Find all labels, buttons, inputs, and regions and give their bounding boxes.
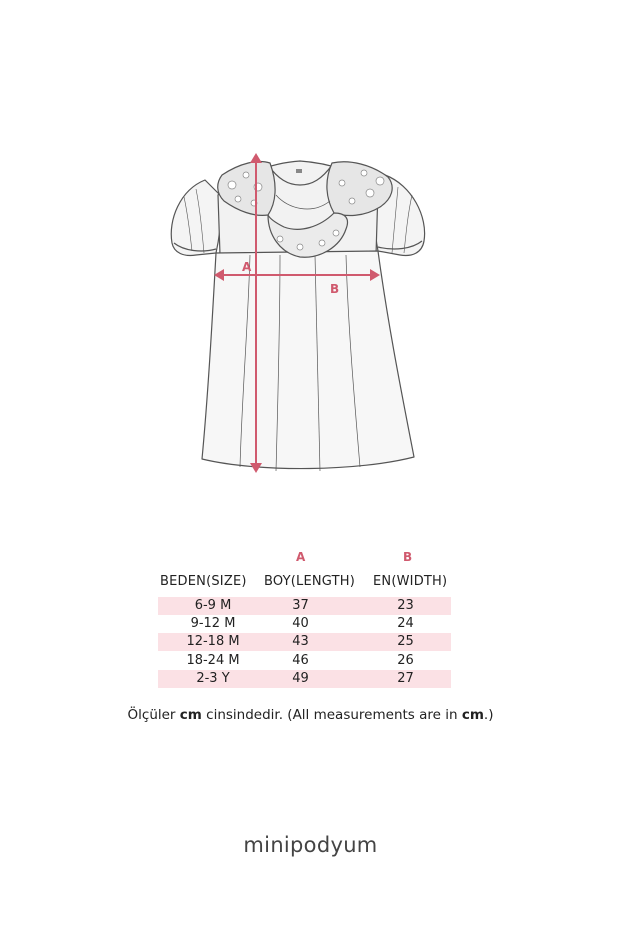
table-row xyxy=(158,597,451,615)
note-part2: cinsindedir. (All measurements are in xyxy=(201,707,462,723)
diagram-label-a: A xyxy=(242,260,252,274)
note-part1: Ölçüler xyxy=(127,707,180,723)
note-part3: .) xyxy=(483,707,494,723)
diagram-label-b: B xyxy=(330,282,340,296)
cell-width: 24 xyxy=(397,616,414,631)
cell-size: 6-9 M xyxy=(194,598,232,613)
cell-length: 46 xyxy=(292,653,309,668)
header-width: EN(WIDTH) xyxy=(373,574,448,589)
brand-logo: minipodyum xyxy=(243,833,378,857)
table-row xyxy=(158,615,451,633)
col-letter-b: B xyxy=(403,550,413,564)
cell-length: 43 xyxy=(292,634,309,649)
table-row xyxy=(158,652,451,670)
header-length: BOY(LENGTH) xyxy=(264,574,356,589)
cell-width: 23 xyxy=(397,598,414,613)
header-size: BEDEN(SIZE) xyxy=(160,574,247,589)
table-row xyxy=(158,670,451,688)
cell-size: 18-24 M xyxy=(186,653,240,668)
dress-illustration xyxy=(150,135,450,495)
cell-length: 37 xyxy=(292,598,309,613)
col-letter-a: A xyxy=(296,550,306,564)
cell-width: 27 xyxy=(397,671,414,686)
note-bold1: cm xyxy=(179,707,202,723)
cell-size: 2-3 Y xyxy=(196,671,230,686)
cell-width: 25 xyxy=(397,634,414,649)
cell-size: 9-12 M xyxy=(190,616,236,631)
cell-size: 12-18 M xyxy=(186,634,240,649)
cell-width: 26 xyxy=(397,653,414,668)
cell-length: 40 xyxy=(292,616,309,631)
note-bold2: cm xyxy=(461,707,484,723)
cell-length: 49 xyxy=(292,671,309,686)
table-row xyxy=(158,633,451,651)
measurement-note xyxy=(0,707,621,723)
